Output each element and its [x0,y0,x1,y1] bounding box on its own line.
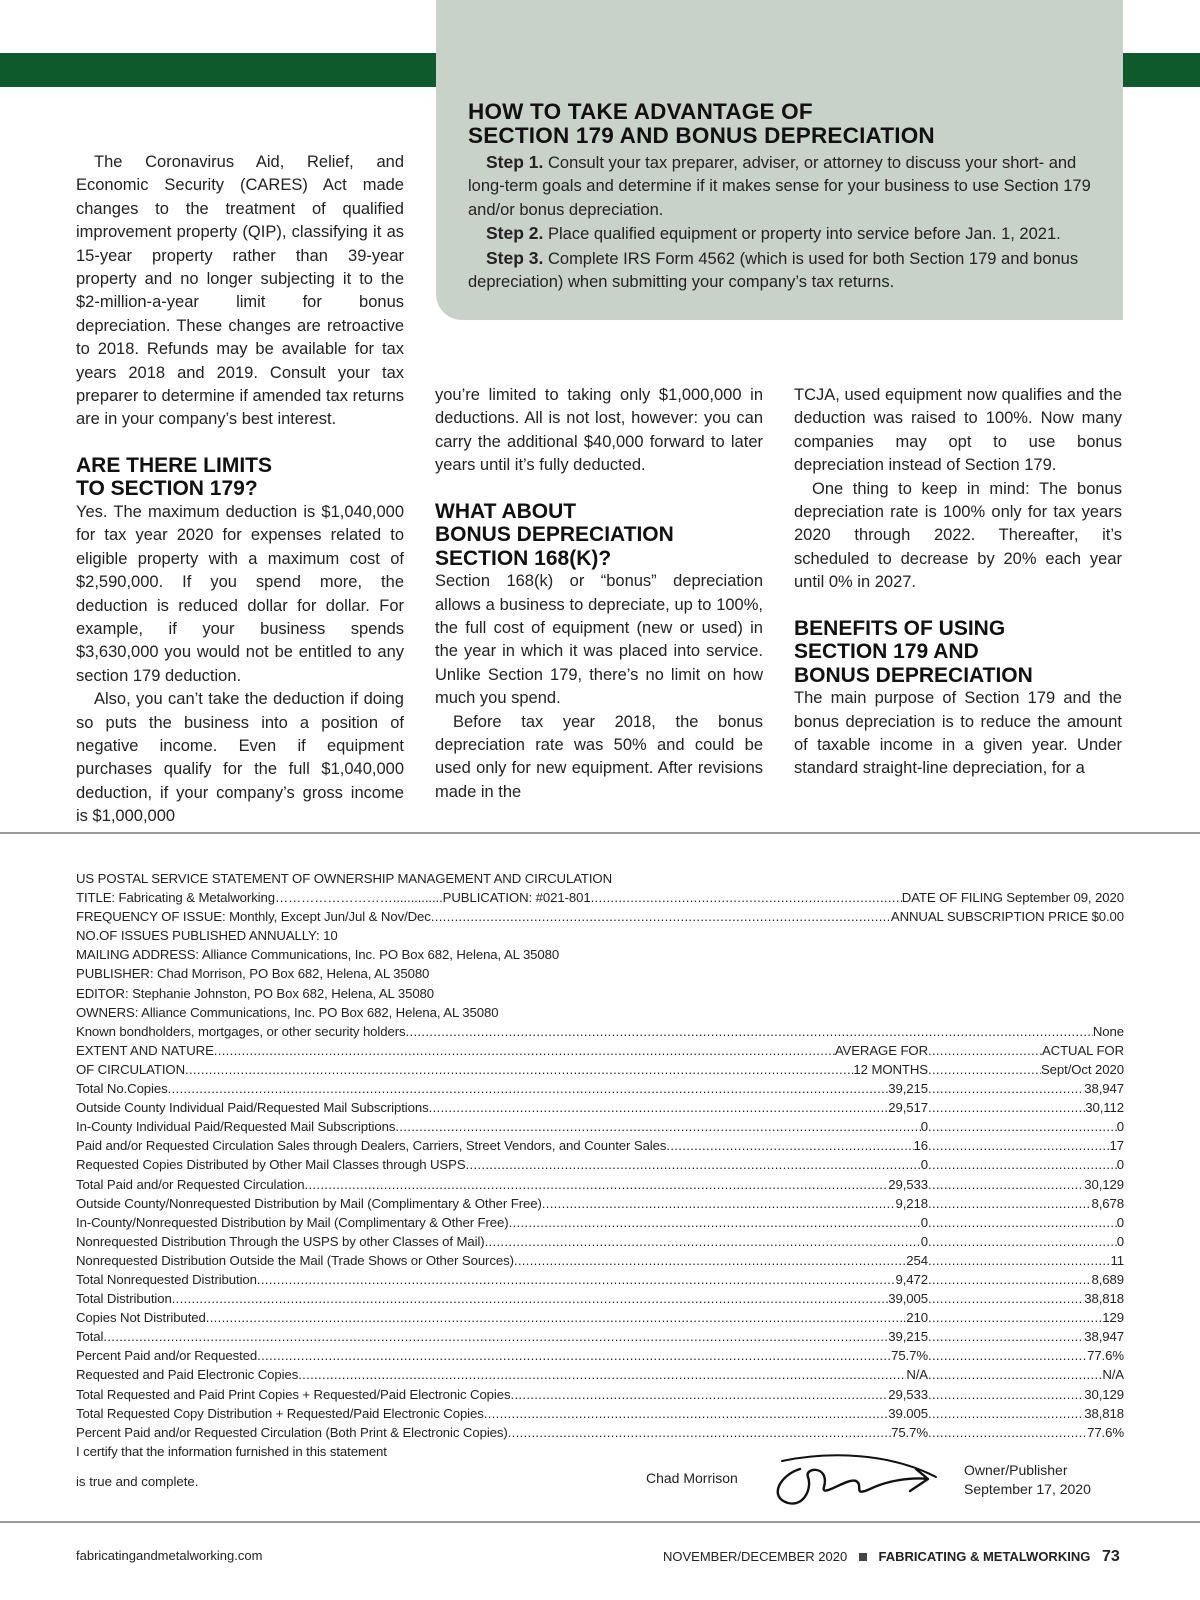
row-average: 254 [906,1252,928,1268]
usps-publisher: PUBLISHER: Chad Morrison, PO Box 682, Helena, AL 35080 [76,966,430,982]
row-average: N/A [906,1367,928,1383]
footer-magazine: FABRICATING & METALWORKING [878,1549,1091,1564]
col3-heading-line1: BENEFITS OF USING [794,616,1006,640]
header-green-bar-right [1123,53,1200,87]
row-average: 9,218 [895,1195,928,1211]
row-actual: 30,129 [1084,1386,1124,1402]
sidebar-heading-line2: SECTION 179 AND BONUS DEPRECIATION [468,123,935,148]
col1-paragraph-3: Also, you can’t take the deduction if doing so puts the business into a position of negative income. Even if equipment purchases qualify for the full $1,040,000 deduction, if your company’s gross income is $1,000,000 [76,690,404,826]
leader-dots [928,1327,1084,1346]
divider-bottom [0,1521,1200,1523]
row-label: Total Paid and/or Requested Circulation [76,1176,305,1192]
leader-dots [406,1022,1093,1041]
row-actual: 77.6% [1087,1348,1124,1364]
usps-extent-row [76,1041,1124,1060]
row-average: 39,215 [888,1329,928,1345]
leader-dots [666,1136,913,1155]
leader-dots [103,1327,888,1346]
usps-sept-oct: Sept/Oct 2020 [1040,1061,1124,1077]
row-average: 29,517 [888,1100,928,1116]
usps-frequency-row [76,907,1124,926]
leader-dots [510,1385,888,1404]
row-label: Requested and Paid Electronic Copies [76,1367,299,1383]
leader-dots [928,1308,1102,1327]
row-average: 29,533 [888,1176,928,1192]
usps-actual-for: ACTUAL FOR [1041,1042,1124,1058]
row-average: 16 [913,1138,928,1154]
sign-date: September 17, 2020 [964,1481,1091,1497]
row-actual: 0 [1116,1119,1124,1135]
col2-heading-line3: SECTION 168(K)? [435,546,612,570]
usps-bondholders-row [76,1022,1124,1041]
leader-dots [928,1136,1110,1155]
col2-paragraph-3: Before tax year 2018, the bonus depreciation rate was 50% and could be used only for new equipment. After revisions made in the [435,712,763,801]
leader-dots [542,1194,896,1213]
leader-dots [928,1346,1087,1365]
sidebar-step-3 [468,247,1099,295]
row-average: 9,472 [895,1271,928,1287]
step-2-text: Place qualified equipment or property into service before Jan. 1, 2021. [543,225,1061,244]
leader-dots [928,1251,1111,1270]
leader-dots [928,1423,1087,1442]
row-label: Total Distribution [76,1291,172,1307]
step-1-text: Consult your tax preparer, adviser, or attorney to discuss your short- and long-term goals and determine if it makes sense for your business to use Section 179 and/or bonus depreciation. [468,154,1091,219]
leader-dots [928,1098,1085,1117]
row-actual: 8,689 [1091,1271,1124,1287]
footer-page-number: 73 [1101,1548,1120,1565]
usps-extent-label: EXTENT AND NATURE [76,1042,214,1058]
header-green-bar-left [0,53,436,87]
leader-dots [928,1041,1042,1060]
sidebar-box [436,0,1123,320]
sidebar-step-2 [468,222,1099,246]
leader-dots [928,1365,1102,1384]
row-label: Nonrequested Distribution Outside the Mail (Trade Shows or Other Sources) [76,1252,514,1268]
leader-dots [257,1346,891,1365]
article-column-2 [435,384,763,804]
leader-dots [928,1289,1084,1308]
leader-dots [395,1117,920,1136]
footer-square-icon [859,1553,867,1561]
divider-top [0,832,1200,834]
leader-dots [508,1423,891,1442]
usps-title-label: TITLE: Fabricating & Metalworking [76,890,275,906]
row-label: Outside County Individual Paid/Requested Mail Subscriptions [76,1100,429,1116]
col2-paragraph-1: you’re limited to taking only $1,000,000 in deductions. All is not lost, however: you can carry the additional $40,000 forward to later years until it’s fully deducted. [435,386,763,475]
usps-issues: NO.OF ISSUES PUBLISHED ANNUALLY: 10 [76,928,338,944]
signer-name: Chad Morrison [646,1470,738,1486]
col2-heading [435,500,763,571]
col1-heading-line1: ARE THERE LIMITS [76,453,273,477]
usps-statement [76,869,1124,1461]
footer-issue-block [663,1548,1120,1566]
row-actual: 77.6% [1087,1424,1124,1440]
row-average: 0 [920,1119,928,1135]
row-actual: 38,818 [1084,1405,1124,1421]
footer-issue: NOVEMBER/DECEMBER 2020 [663,1549,848,1564]
step-1-label: Step 1. [486,152,544,172]
usps-title-row [76,888,1124,907]
row-label: Total [76,1329,104,1345]
leader-dots [928,1385,1084,1404]
leader-dots [928,1404,1084,1423]
col1-heading-line2: TO SECTION 179? [76,477,258,501]
row-average: 0 [920,1157,928,1173]
table-row [76,1155,1124,1174]
table-row [76,1175,1124,1194]
certify-line2: is true and complete. [76,1474,199,1489]
usps-circulation-row [76,1060,1124,1079]
leader-dots [172,1289,889,1308]
footer-website: fabricatingandmetalworking.com [76,1548,263,1563]
col1-paragraph-1: The Coronavirus Aid, Relief, and Economic Security (CARES) Act made changes to the treatment of qualified improvement property (QIP), classifying it as 15-year property rather than 39-year property and no longer subjecting it to the $2-million-a-year limit for bonus depreciation. These changes are retroactive to 2018. Refunds may be available for tax years 2018 and 2019. Consult your tax preparer to determine if amended tax returns are in your company’s best interest. [76,153,404,429]
row-actual: 0 [1116,1214,1124,1230]
table-row [76,1136,1124,1155]
row-label: Copies Not Distributed [76,1310,206,1326]
usps-editor: EDITOR: Stephanie Johnston, PO Box 682, Helena, AL 35080 [76,985,435,1001]
step-2-label: Step 2. [486,223,544,244]
leader-dots [484,1404,889,1423]
usps-publication: PUBLICATION: #021-801 [442,890,591,906]
row-average: 75.7% [891,1424,928,1440]
col3-heading-line2: SECTION 179 AND [794,640,979,664]
col2-heading-line1: WHAT ABOUT [435,499,577,523]
table-row [76,1423,1124,1442]
leader-dots [591,888,902,907]
article-column-1 [76,151,404,829]
table-row [76,1079,1124,1098]
leader-dots [206,1308,903,1327]
col3-paragraph-2: One thing to keep in mind: The bonus depreciation rate is 100% only for tax years 2020 through 2022. Thereafter, it’s scheduled to decrease by 20% each year until 0% in 2027. [794,479,1122,592]
leader-dots [509,1213,921,1232]
leader-dots [485,1232,921,1251]
table-row [76,1117,1124,1136]
row-average: 39,005 [888,1291,928,1307]
row-actual: 129 [1102,1310,1124,1326]
usps-certify-line1: I certify that the information furnished in this statement [76,1443,387,1459]
step-3-text: Complete IRS Form 4562 (which is used for both Section 179 and bonus depreciation) when submitting your company’s tax returns. [468,249,1079,292]
leader-dots [298,1365,906,1384]
table-row [76,1098,1124,1117]
leader-dots [304,1175,888,1194]
row-actual: N/A [1102,1367,1124,1383]
leader-dots [928,1232,1117,1251]
row-average: 75.7% [891,1348,928,1364]
table-row [76,1251,1124,1270]
row-actual: 38,947 [1084,1329,1124,1345]
col1-paragraph-2: Yes. The maximum deduction is $1,040,000 for tax year 2020 for expenses related to eligible property with a maximum cost of $2,590,000. If you spend more, the deduction is reduced dollar for dollar. For example, if your business spends $3,630,000 you would not be entitled to any section 179 deduction. [76,502,404,685]
col2-paragraph-2: Section 168(k) or “bonus” depreciation allows a business to depreciate, up to 100%, the full cost of equipment (new or used) in the year in which it was placed into service. Unlike Section 179, there’s no limit on how much you spend. [435,572,763,708]
row-average: 39.005 [888,1405,928,1421]
row-average: 39,215 [888,1081,928,1097]
leader-dots [928,1155,1117,1174]
row-actual: 38,818 [1084,1291,1124,1307]
table-row [76,1327,1124,1346]
usps-subscription: ANNUAL SUBSCRIPTION PRICE $0.00 [890,909,1124,925]
usps-mailing: MAILING ADDRESS: Alliance Communications, Inc. PO Box 682, Helena, AL 35080 [76,947,560,963]
row-label: Outside County/Nonrequested Distribution by Mail (Complimentary & Other Free) [76,1195,542,1211]
sidebar-heading [468,100,1099,148]
col3-paragraph-1: TCJA, used equipment now qualifies and the deduction was raised to 100%. Now many companies may opt to use bonus depreciation instead of Section 179. [794,386,1122,475]
leader-dots [928,1175,1084,1194]
usps-date-of-filing: DATE OF FILING September 09, 2020 [901,890,1124,906]
row-label: Paid and/or Requested Circulation Sales through Dealers, Carriers, Street Vendors, and Counter Sales [76,1138,667,1154]
sidebar-step-1 [468,151,1099,222]
col3-heading-line3: BONUS DEPRECIATION [794,663,1033,687]
leader-dots [928,1060,1041,1079]
row-actual: 8,678 [1091,1195,1124,1211]
col1-heading [76,454,404,501]
table-row [76,1194,1124,1213]
usps-title: US POSTAL SERVICE STATEMENT OF OWNERSHIP MANAGEMENT AND CIRCULATION [76,871,613,886]
leader-dots [928,1213,1117,1232]
row-average: 0 [920,1214,928,1230]
leader-dots [928,1194,1091,1213]
table-row [76,1385,1124,1404]
signer-title: Owner/Publisher [964,1462,1068,1478]
row-actual: 30,129 [1084,1176,1124,1192]
row-actual: 17 [1109,1138,1124,1154]
table-row [76,1365,1124,1384]
leader-dots [928,1270,1091,1289]
row-actual: 30,112 [1085,1100,1124,1116]
leader-dots [466,1155,921,1174]
usps-12-months: 12 MONTHS [853,1061,928,1077]
leader-dots [514,1251,906,1270]
leader-dots [257,1270,896,1289]
row-average: 0 [920,1233,928,1249]
row-actual: 0 [1116,1233,1124,1249]
table-row [76,1270,1124,1289]
table-row [76,1289,1124,1308]
leader-dots [185,1060,853,1079]
table-row [76,1213,1124,1232]
table-row [76,1404,1124,1423]
row-label: In-County Individual Paid/Requested Mail Subscriptions [76,1119,396,1135]
row-actual: 38,947 [1084,1081,1124,1097]
table-row [76,1346,1124,1365]
usps-circulation-label: OF CIRCULATION [76,1061,185,1077]
row-average: 29,533 [888,1386,928,1402]
leader-dots [928,1117,1117,1136]
sidebar-heading-line1: HOW TO TAKE ADVANTAGE OF [468,99,813,124]
row-label: Total Requested Copy Distribution + Requested/Paid Electronic Copies [76,1405,484,1421]
usps-table [76,1079,1124,1442]
row-label: Percent Paid and/or Requested [76,1348,258,1364]
step-3-label: Step 3. [486,247,544,268]
row-label: Total No.Copies [76,1081,168,1097]
usps-bondholders-value: None [1092,1023,1124,1039]
col3-heading [794,617,1122,688]
leader-dots [214,1041,835,1060]
col3-paragraph-3: The main purpose of Section 179 and the bonus depreciation is to reduce the amount of taxable income in a given year. Under standard straight-line depreciation, for a [794,689,1122,778]
leader-dots [928,1079,1084,1098]
signature-image [760,1447,940,1511]
leader-dots [429,1098,889,1117]
row-average: .210 [902,1310,928,1326]
article-column-3 [794,384,1122,781]
leader-dots [431,907,891,926]
row-label: In-County/Nonrequested Distribution by Mail (Complimentary & Other Free) [76,1214,509,1230]
table-row [76,1232,1124,1251]
row-label: Nonrequested Distribution Through the USPS by other Classes of Mail) [76,1233,485,1249]
row-label: Requested Copies Distributed by Other Mail Classes through USPS [76,1157,466,1173]
usps-frequency: FREQUENCY OF ISSUE: Monthly, Except Jun/Jul & Nov/Dec [76,909,431,925]
col2-heading-line2: BONUS DEPRECIATION [435,523,674,547]
table-row [76,1308,1124,1327]
usps-average-for: AVERAGE FOR [834,1042,928,1058]
row-label: Percent Paid and/or Requested Circulation (Both Print & Electronic Copies) [76,1424,508,1440]
usps-title-dots: ……………………….............. [274,890,443,906]
signer-title-block [964,1461,1091,1499]
usps-bondholders: Known bondholders, mortgages, or other security holders [76,1023,406,1039]
leader-dots [168,1079,889,1098]
row-actual: 0 [1116,1157,1124,1173]
row-label: Total Nonrequested Distribution [76,1271,257,1287]
row-label: Total Requested and Paid Print Copies + Requested/Paid Electronic Copies [76,1386,511,1402]
usps-owners: OWNERS: Alliance Communications, Inc. PO Box 682, Helena, AL 35080 [76,1004,499,1020]
row-actual: 11 [1110,1252,1124,1268]
